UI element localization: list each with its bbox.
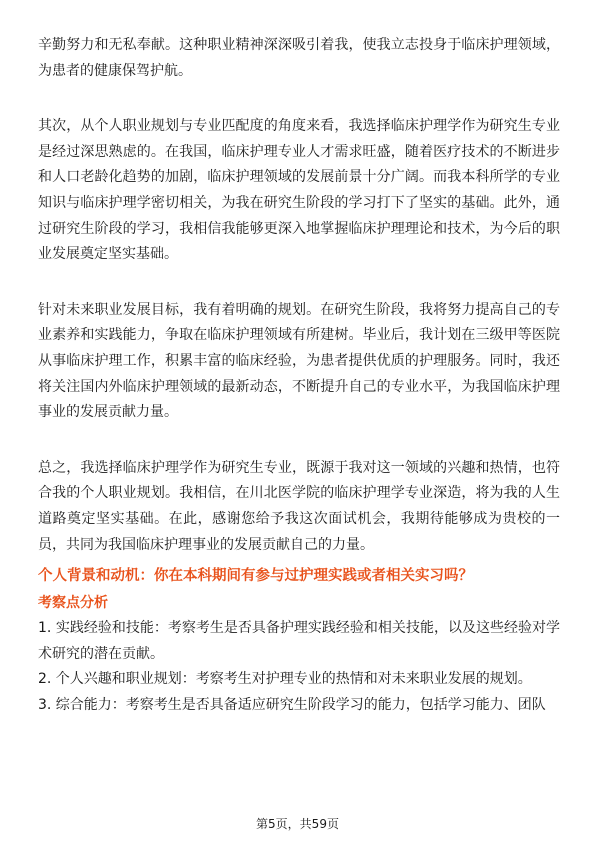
- analysis-item: 2. 个人兴趣和职业规划：考察考生对护理专业的热情和对未来职业发展的规划。: [38, 671, 532, 688]
- paragraph-2: 其次，从个人职业规划与专业匹配度的角度来看，我选择临床护理学作为研究生专业是经过深思熟虑的。在我国，临床护理专业人才需求旺盛，随着医疗技术的不断进步和人口老龄化趋势的加剧，临床护理领域的发展前景十分广阔。而我本科所学的专业知识与临床护理学密切相关，为我在研究生阶段的学习打下了坚实的基础。此外，通过研究生阶段的学习，我相信我能够更深入地掌握临床护理理论和技术，为今后的职业发展奠定坚实基础。: [38, 118, 560, 263]
- analysis-heading: 考察点分析: [38, 595, 108, 612]
- spacer: [38, 84, 560, 114]
- spacer: [38, 268, 560, 298]
- paragraph-4: 总之，我选择临床护理学作为研究生专业，既源于我对这一领域的兴趣和热情，也符合我的个人职业规划。我相信，在川北医学院的临床护理学专业深造，将为我的人生道路奠定坚实基础。在此，感谢您给予我这次面试机会，我期待能够成为贵校的一员，共同为我国临床护理事业的发展贡献自己的力量。: [38, 459, 560, 553]
- analysis-list: [38, 616, 560, 718]
- page-number: 第5页，共59页: [256, 817, 339, 831]
- spacer: [38, 426, 560, 456]
- paragraph-1: 辛勤努力和无私奉献。这种职业精神深深吸引着我，使我立志投身于临床护理领域，为患者的健康保驾护航。: [38, 37, 560, 79]
- document-body: [38, 33, 560, 718]
- analysis-item: 1. 实践经验和技能：考察考生是否具备护理实践经验和相关技能，以及这些经验对学术研究的潜在贡献。: [38, 620, 560, 662]
- paragraph-3: 针对未来职业发展目标，我有着明确的规划。在研究生阶段，我将努力提高自己的专业素养和实践能力，争取在临床护理领域有所建树。毕业后，我计划在三级甲等医院从事临床护理工作，积累丰富的临床经验，为患者提供优质的护理服务。同时，我还将关注国内外临床护理领域的最新动态，不断提升自己的专业水平，为我国临床护理事业的发展贡献力量。: [38, 301, 560, 421]
- question-heading: 个人背景和动机：你在本科期间有参与过护理实践或者相关实习吗？: [38, 568, 473, 585]
- analysis-item: 3. 综合能力：考察考生是否具备适应研究生阶段学习的能力，包括学习能力、团队: [38, 696, 546, 713]
